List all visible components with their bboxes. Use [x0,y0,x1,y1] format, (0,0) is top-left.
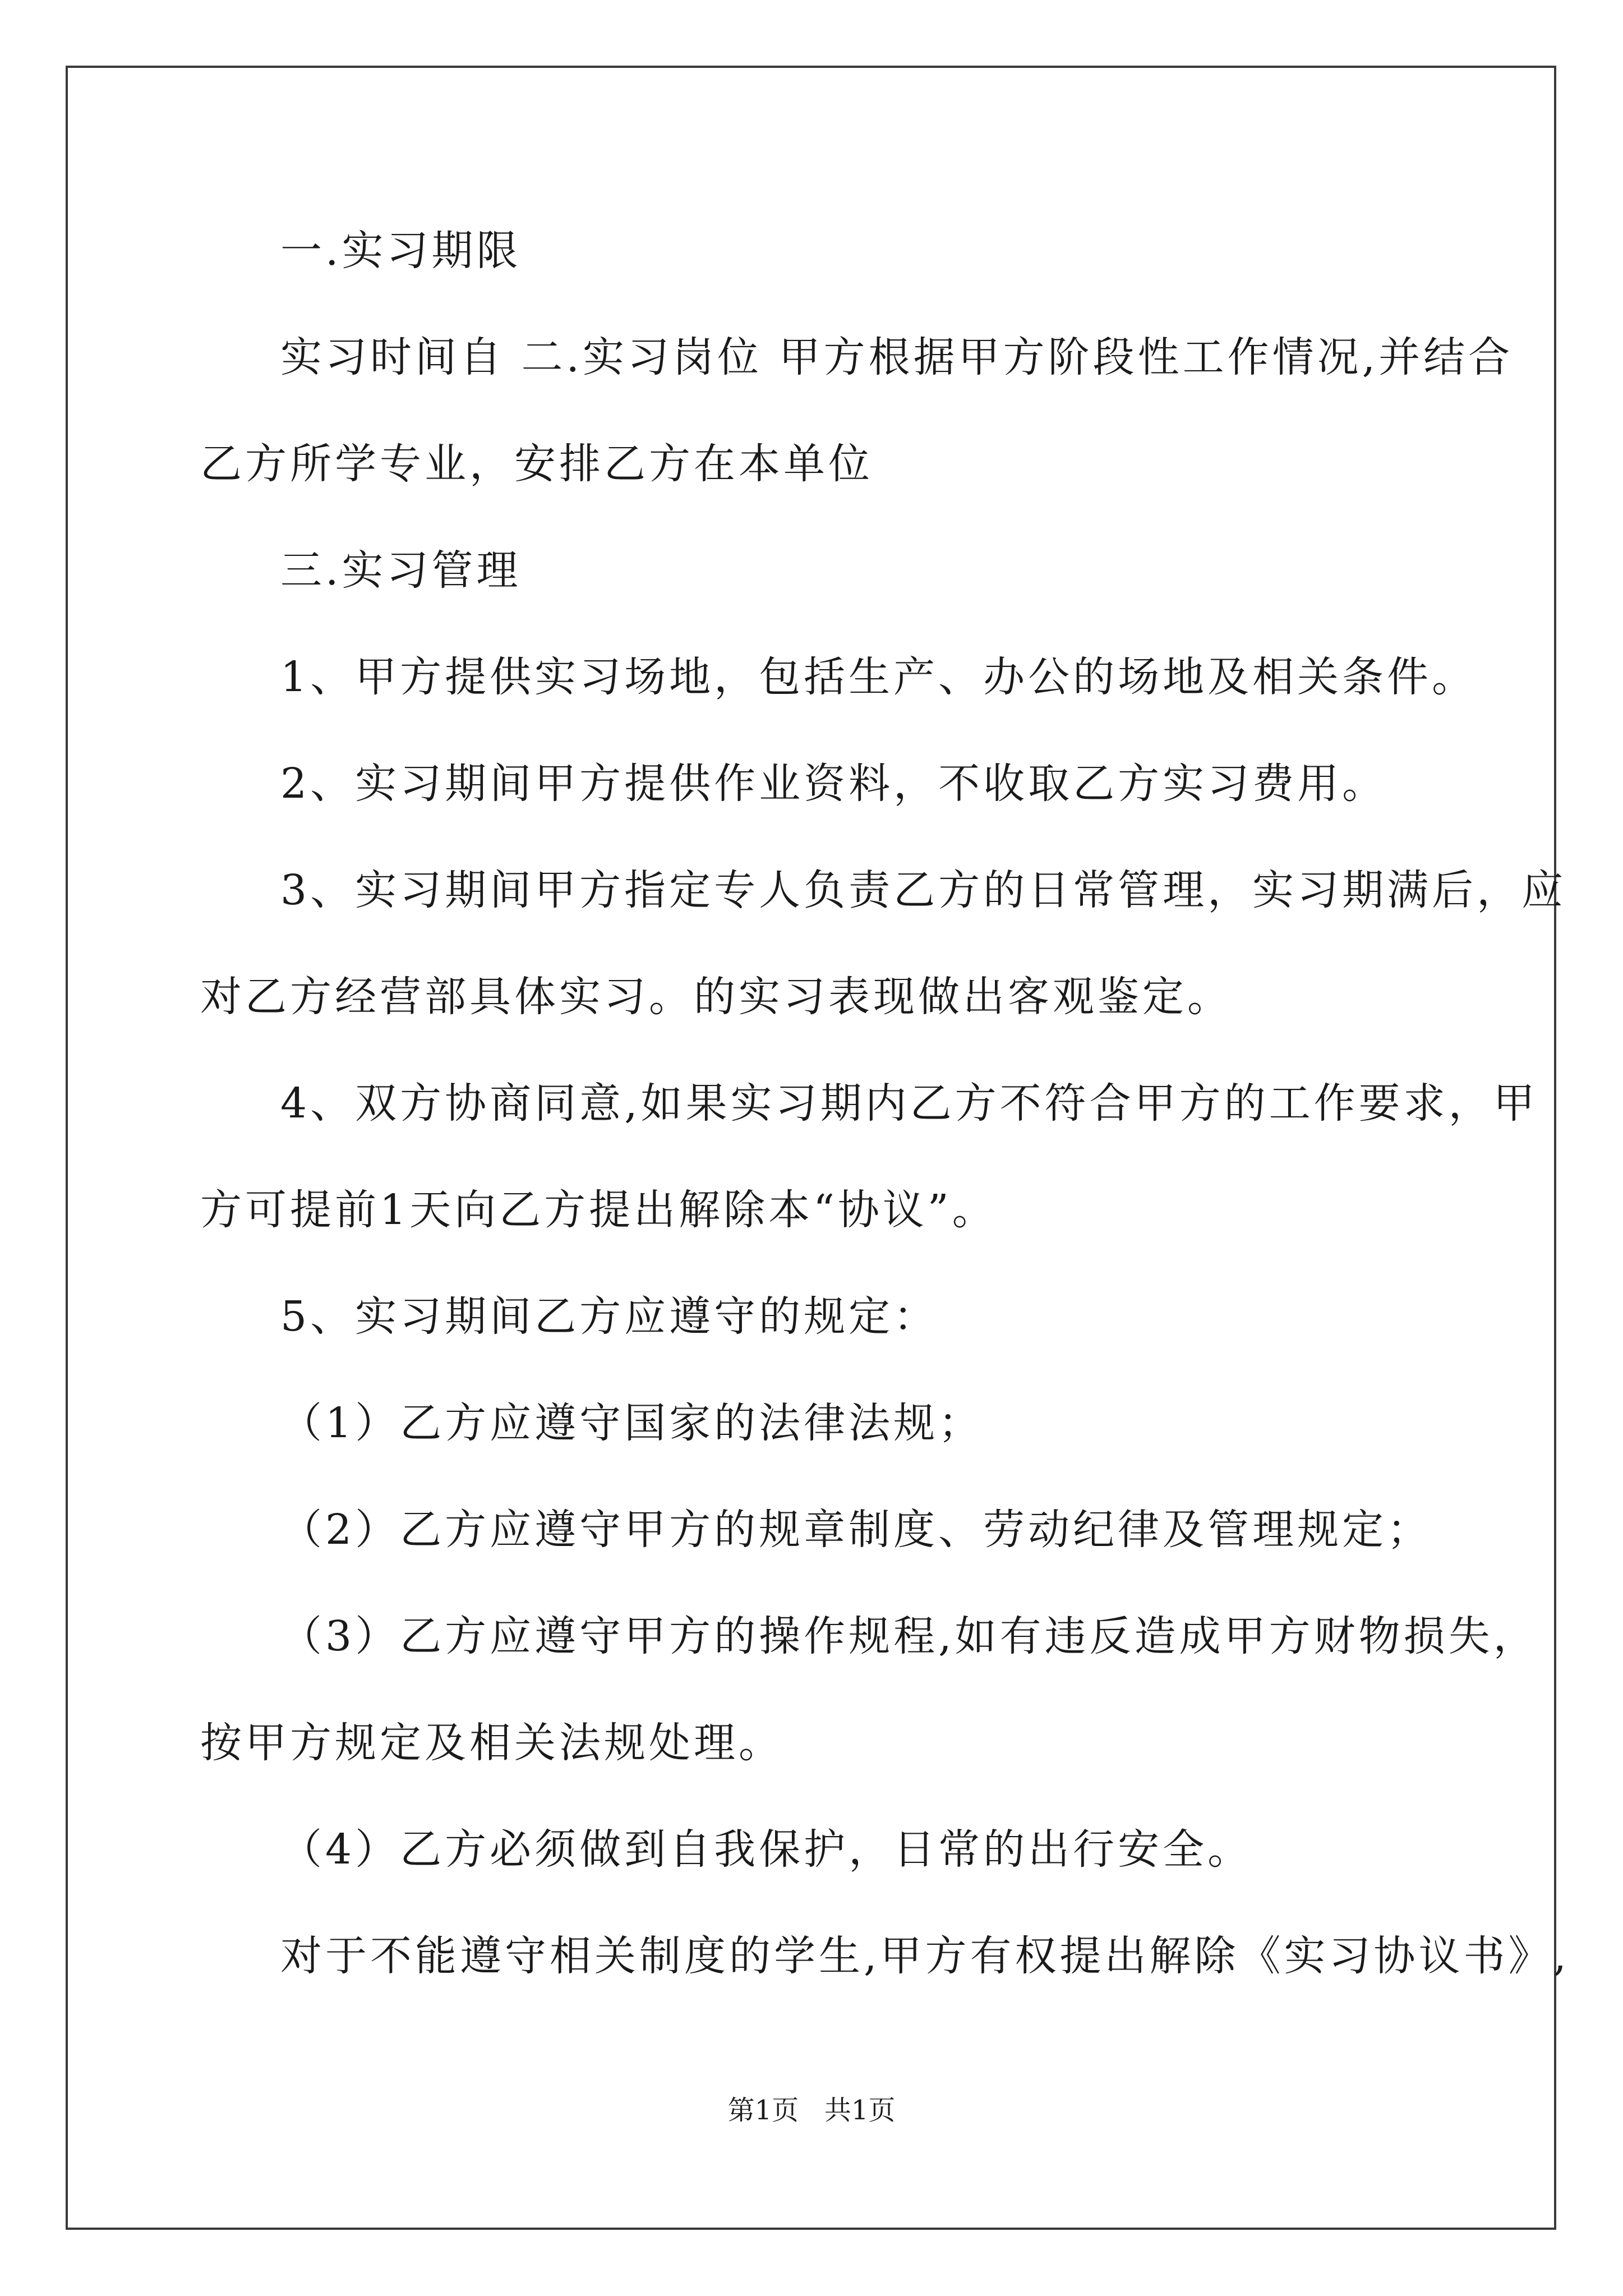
list-item-3: 3、实习期间甲方指定专人负责乙方的日常管理，实习期满后，应 [280,866,1567,914]
list-item-4-continued: 方可提前1天向乙方提出解除本“协议”。 [200,1186,997,1234]
list-item-4: 4、双方协商同意,如果实习期内乙方不符合甲方的工作要求，甲 [280,1079,1538,1128]
paragraph-line-final: 对于不能遵守相关制度的学生,甲方有权提出解除《实习协议书》, [280,1932,1570,1980]
sub-item-1: （1）乙方应遵守国家的法律法规； [280,1399,984,1447]
list-item-2: 2、实习期间甲方提供作业资料，不收取乙方实习费用。 [280,760,1387,808]
section-heading-internship-management: 三.实习管理 [280,546,522,595]
list-item-1: 1、甲方提供实习场地，包括生产、办公的场地及相关条件。 [280,653,1477,701]
sub-item-2: （2）乙方应遵守甲方的规章制度、劳动纪律及管理规定； [280,1506,1432,1554]
sub-item-4: （4）乙方必须做到自我保护，日常的出行安全。 [280,1825,1253,1874]
section-heading-internship-period: 一.实习期限 [280,227,522,275]
sub-item-3: （3）乙方应遵守甲方的操作规程,如有违反造成甲方财物损失， [280,1612,1538,1660]
paragraph-line: 乙方所学专业，安排乙方在本单位 [200,440,873,488]
page-footer: 第1页 共1页 [727,2095,896,2126]
list-item-5: 5、实习期间乙方应遵守的规定： [280,1292,939,1341]
page-border [66,66,1556,2230]
sub-item-3-continued: 按甲方规定及相关法规处理。 [200,1719,783,1767]
list-item-3-continued: 对乙方经营部具体实习。的实习表现做出客观鉴定。 [200,973,1232,1021]
paragraph-line: 实习时间自 二.实习岗位 甲方根据甲方阶段性工作情况,并结合 [280,333,1514,381]
